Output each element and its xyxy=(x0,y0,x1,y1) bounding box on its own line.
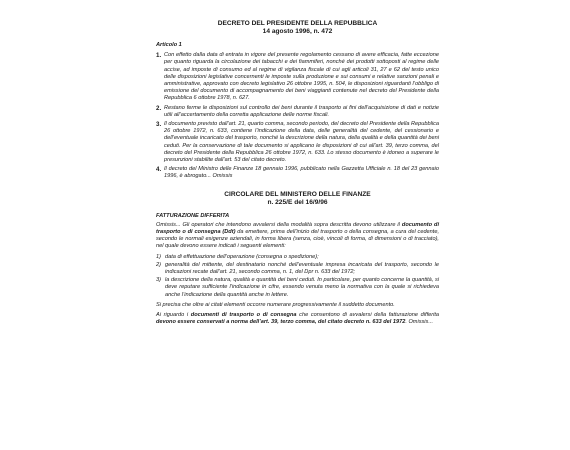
closing-text-end: . Omissis... xyxy=(405,319,434,326)
item-text: Il decreto del Ministro delle Finanze 18 gennaio 1996, pubblicato nella Gazzetta Ufficiale n. 18 del 23 gennaio 1996, è abrogato... Omissis xyxy=(164,166,439,180)
article-item xyxy=(156,105,439,119)
circular-title: CIRCOLARE DEL MINISTERO DELLE FINANZE xyxy=(224,190,371,198)
decree-date: 14 agosto 1996, n. 472 xyxy=(262,28,333,35)
intro-text: Omissis... Gli operatori che intendono avvalersi della modalità sopra descritta devono utilizzare il xyxy=(156,221,402,228)
list-number: 2) xyxy=(156,261,161,268)
item-text: Con effetto dalla data di entrata in vigore del presente regolamento cessano di avere efficacia, fatte eccezione per quanto riguarda la circolazione dei tabacchi e dei fiammiferi, nonché dei prodotti sottoposti al regime delle accise, ad imposte di consumo ed al regime di vigilanza fiscale di cui agli articoli 31, 27 e 62 del testo unico delle disposizioni legislative concernenti le imposte sulla produzione e sui consumi e relative sanzioni penali e amministrative, approvato con decreto legislativo 26 ottobre 1995, n. 504, le disposizioni riguardanti l’obbligo di emissione del documento di accompagnamento dei beni viaggianti contenute nel decreto del Presidente della Repubblica 6 ottobre 1978, n. 627. xyxy=(164,52,439,102)
article-item xyxy=(156,166,439,180)
list-item xyxy=(156,262,439,276)
list-item xyxy=(156,254,439,261)
closing-bold-text: documenti di trasporto o di consegna xyxy=(190,312,297,319)
item-number: 4. xyxy=(156,166,162,174)
list-text: generalità del mittente, del destinatario nonché dell’eventuale impresa incaricata del trasporto, secondo le indicazioni recate dall’art. 21, secondo comma, n. 1, del Dpr n. 633 del 1972; xyxy=(165,261,439,276)
intro-text-continued: da emettere, prima dell’inizio del trasporto o della consegna, a cura del cedente, secondo le normali esigenze aziendali, in forma libera (senza, cioè, vincoli di forma, di dimensioni o di tracciato), nel quale devono essere indicati i seguenti elementi: xyxy=(156,229,439,250)
item-text: Restano ferme le disposizioni sul controllo dei beni durante il trasporto ai fini dell’acquisizione di dati e notizie utili all’accertamento della corretta applicazione delle norme fiscali. xyxy=(164,104,439,118)
list-text: la descrizione della natura, qualità e quantità dei beni ceduti. In particolare, per quanto concerne la quantità, si deve reputare sufficiente l’indicazione in cifre, essendo venuta meno la normativa con la quale si richiedeva anche l’indicazione della quantità anche in lettere. xyxy=(165,277,439,298)
list-number: 1) xyxy=(156,253,161,260)
intro-bold-text: documento di trasporto o di consegna (Ddt) xyxy=(156,221,440,236)
closing-paragraph xyxy=(156,312,439,326)
closing-bold-italic-text: devono essere conservati a norma dell’art. 39, terzo comma, del citato decreto n. 633 del 1972 xyxy=(156,319,406,326)
section-title: FATTURAZIONE DIFFERITA xyxy=(156,212,230,219)
note-paragraph: Si precisa che oltre ai citati elementi occorre numerare progressivamente il suddetto documento. xyxy=(156,301,395,308)
item-text: Il documento previsto dall’art. 21, quarto comma, secondo periodo, del decreto del Presidente della Repubblica 26 ottobre 1972, n. 633, contiene l’indicazione della data, delle generalità del cedente, del cessionario e dell’eventuale incaricato del trasporto, nonché la descrizione della natura, della qualità e della quantità dei beni ceduti. Per la conservazione di tale documento si applicano le disposizioni di cui all’art. 39, terzo comma, del decreto del Presidente della Repubblica 26 ottobre 1972, n. 633. Lo stesso documento è idoneo a superare le presunzioni stabilite dall’art. 53 del citato decreto. xyxy=(164,121,439,164)
closing-text-continued: che consentono di avvalersi della fatturazione differita xyxy=(296,312,439,319)
text-column xyxy=(156,20,439,327)
list-text: data di effettuazione dell’operazione (consegna o spedizione); xyxy=(165,253,319,260)
closing-text: Ai riguardo i xyxy=(156,312,191,319)
list-item xyxy=(156,277,439,299)
section-gap xyxy=(156,183,439,191)
intro-paragraph xyxy=(156,222,439,251)
item-number: 2. xyxy=(156,104,162,112)
article-title: Articolo 1 xyxy=(156,42,182,48)
decree-title: DECRETO DEL PRESIDENTE DELLA REPUBBLICA xyxy=(217,20,378,27)
item-number: 1. xyxy=(156,52,162,60)
item-number: 3. xyxy=(156,121,162,129)
article-item xyxy=(156,52,439,102)
circular-subtitle: n. 225/E del 16/9/96 xyxy=(267,198,328,206)
list-number: 3) xyxy=(156,277,161,284)
article-item xyxy=(156,121,439,164)
